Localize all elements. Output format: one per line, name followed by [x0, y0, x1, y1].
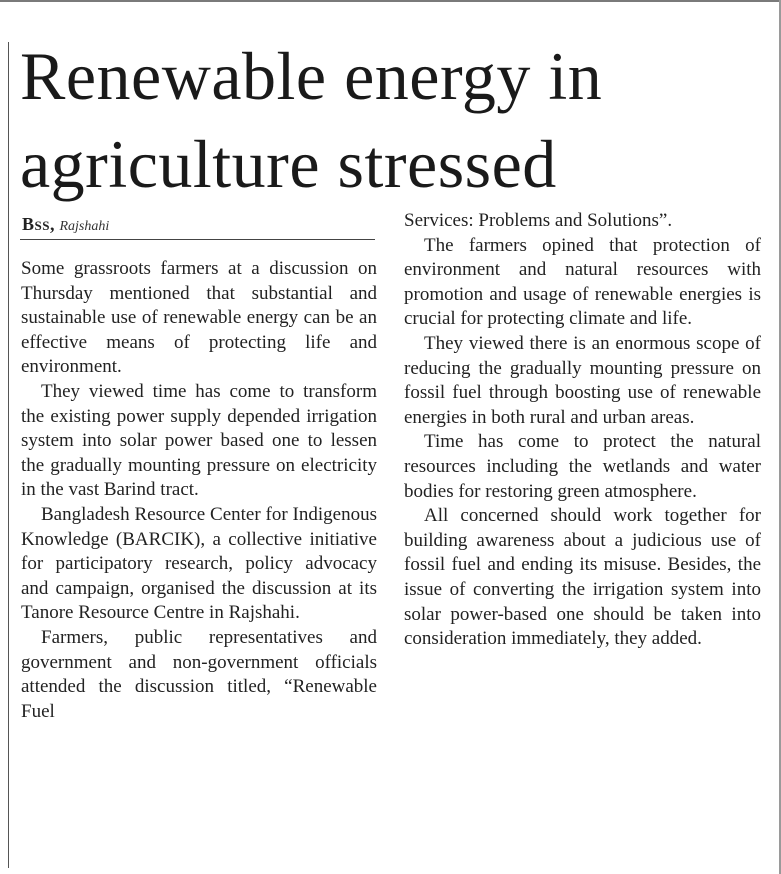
paragraph: Time has come to protect the natural resources including the wetlands and water bodies for restoring green atmosphere.: [404, 431, 761, 502]
byline-place: Rajshahi: [59, 219, 110, 234]
paragraph: All concerned should work together for building awareness about a judicious use of fossil fuel and ending its misuse. Besides, the issue of converting the irrigation system into solar power-based one should be taken into consideration immediately, they added.: [404, 505, 761, 650]
column-divider-rule: [8, 42, 9, 868]
paragraph: They viewed time has come to transform the existing power supply depended irrigation system into solar power based one to lessen the gradually mounting pressure on electricity in the vast Barind tract.: [21, 380, 377, 501]
article-column-right: [404, 209, 761, 652]
byline-agency: Bss,: [22, 214, 55, 234]
byline: [22, 213, 374, 238]
paragraph: Farmers, public representatives and government and non-government officials attended the discussion titled, “Renewable Fuel: [21, 626, 377, 722]
headline: Renewable energy in agriculture stressed: [20, 38, 603, 202]
article-column-left: [21, 257, 377, 724]
paragraph: Some grassroots farmers at a discussion on Thursday mentioned that substantial and sustainable use of renewable energy can be an effective means of protecting life and environment.: [21, 258, 377, 378]
paragraph: Services: Problems and Solutions”.: [404, 210, 673, 231]
paragraph: The farmers opined that protection of environment and natural resources with promotion and usage of renewable energies is crucial for protecting climate and life.: [404, 234, 761, 330]
paragraph: Bangladesh Resource Center for Indigenous Knowledge (BARCIK), a collective initiative for participatory research, policy advocacy and campaign, organised the discussion at its Tanore Resource Centre in Rajshahi.: [21, 503, 377, 624]
top-border: [0, 0, 781, 2]
byline-rule: [20, 239, 375, 240]
paragraph: They viewed there is an enormous scope of reducing the gradually mounting pressure on fossil fuel through boosting use of renewable energies in both rural and urban areas.: [404, 332, 761, 428]
